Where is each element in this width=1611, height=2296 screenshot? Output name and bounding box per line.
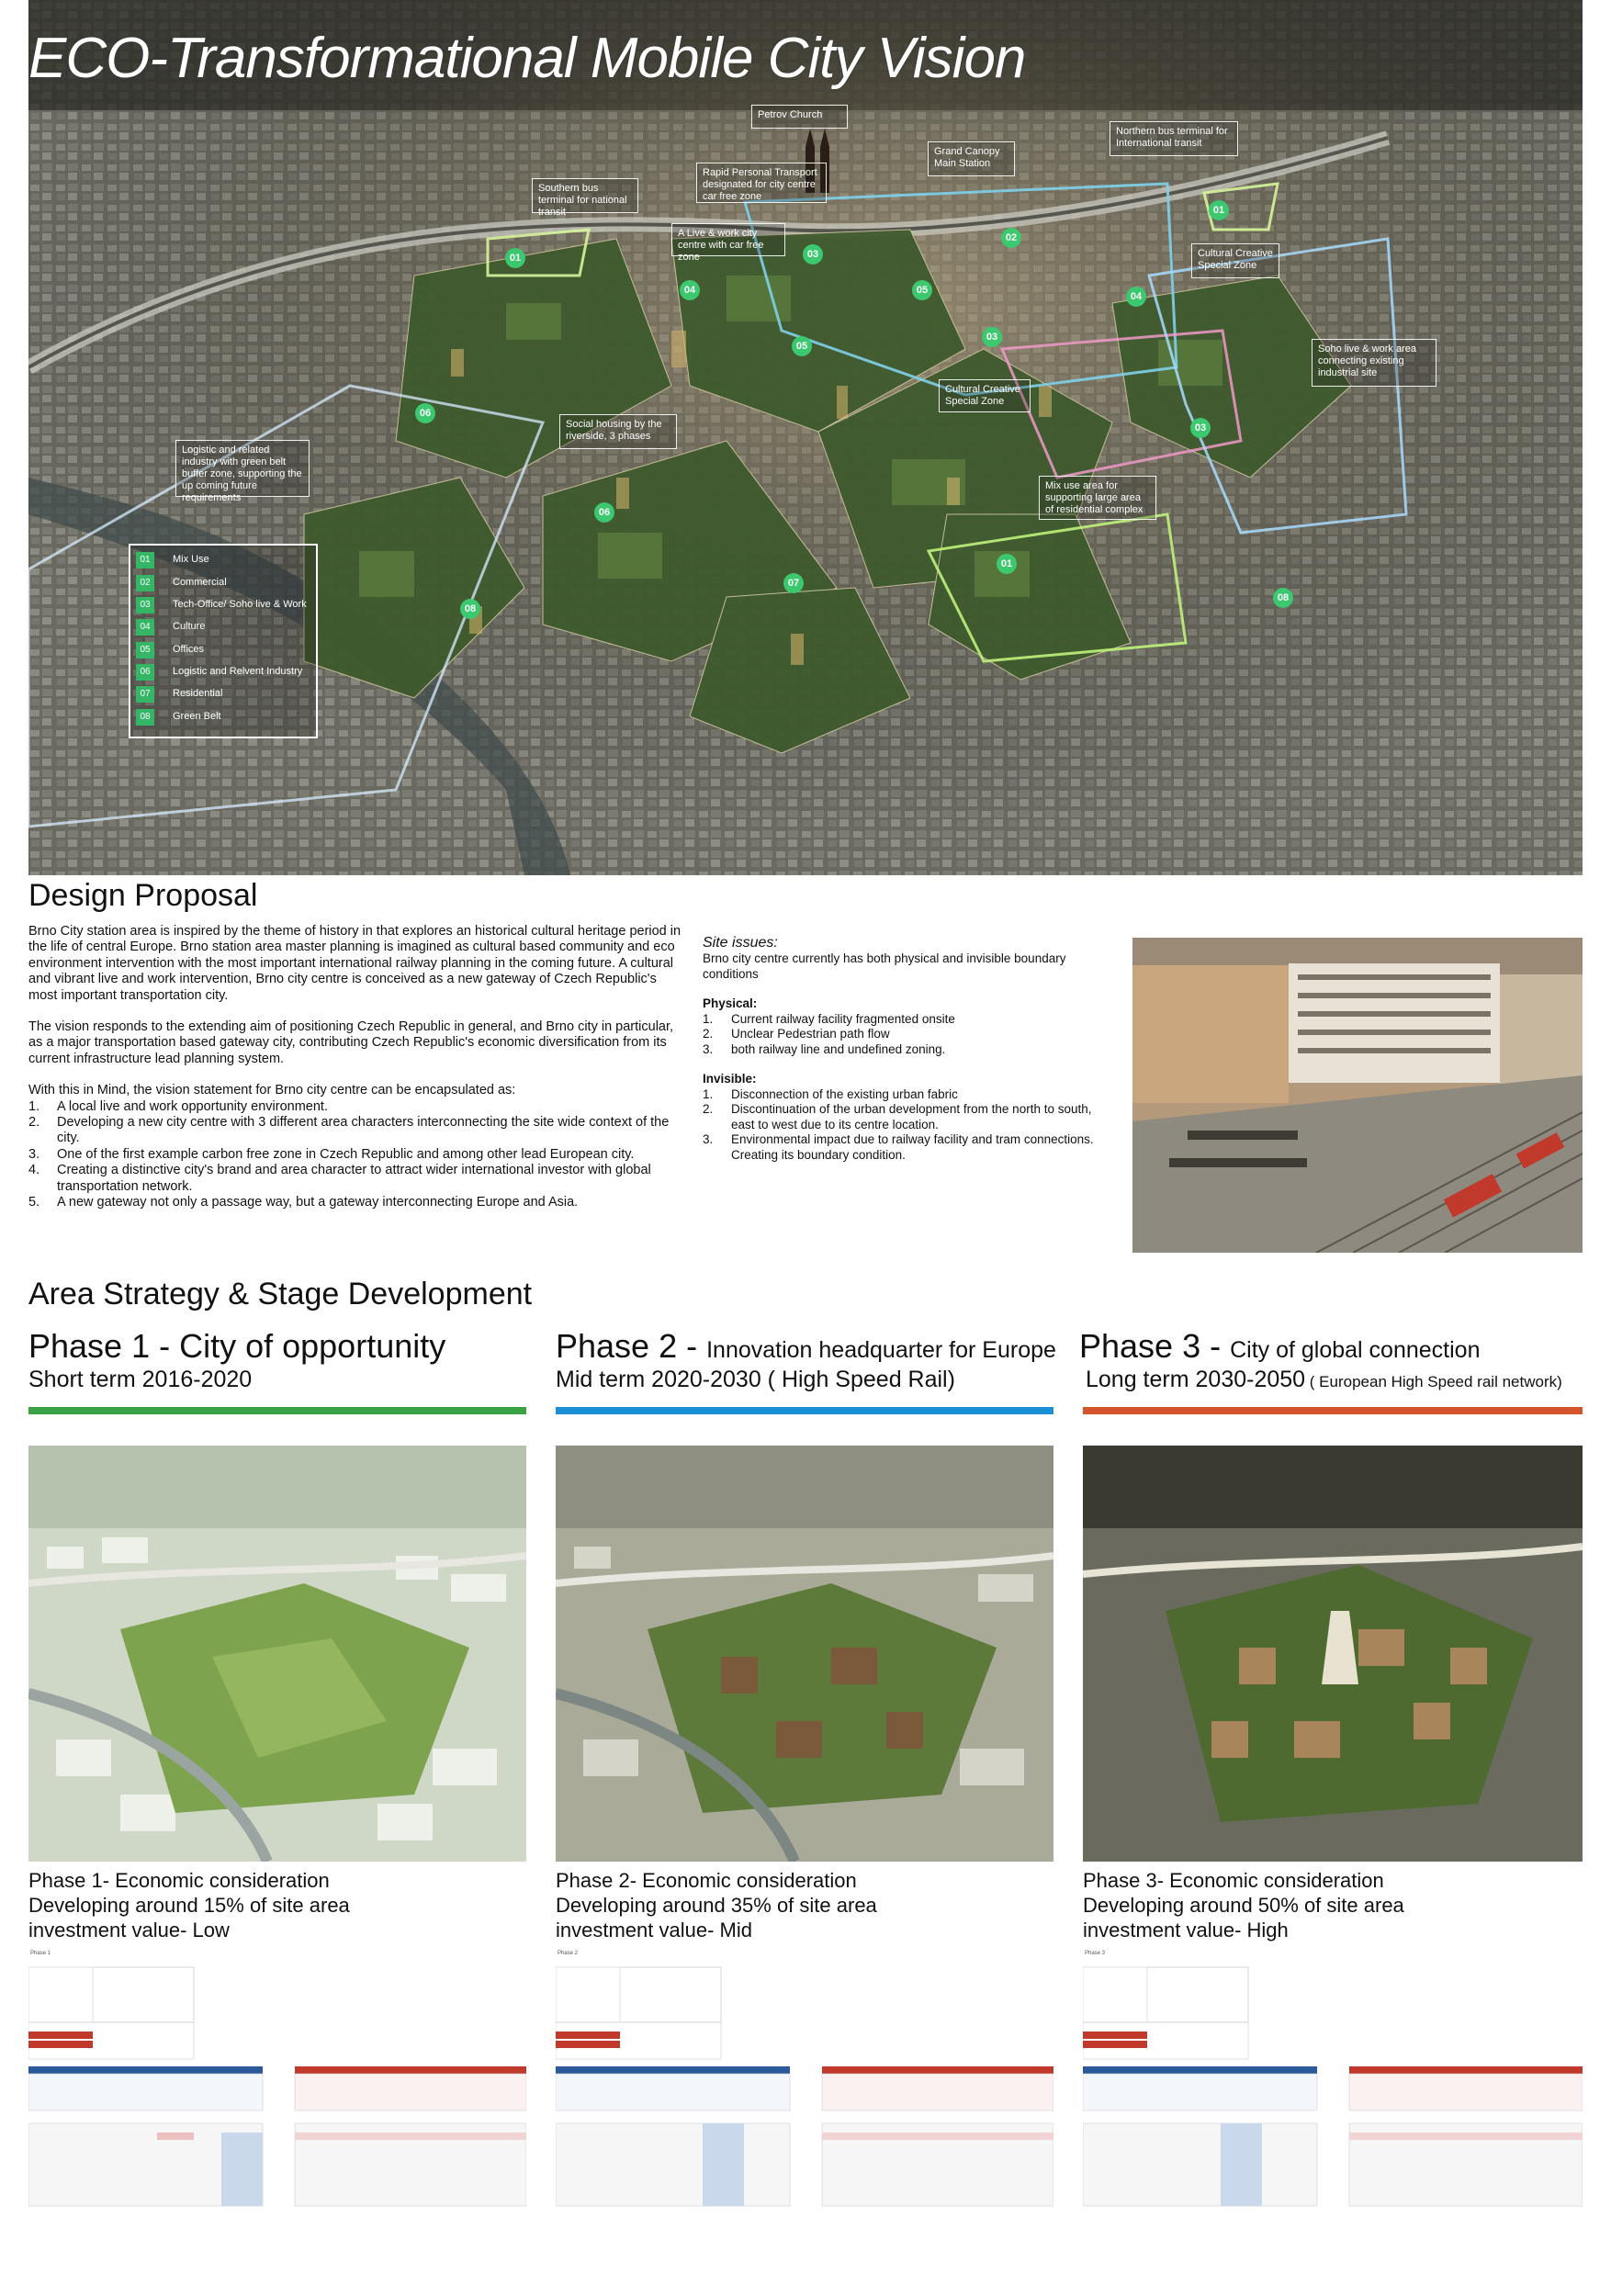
legend-number: 08 — [136, 709, 154, 726]
site-issues-title: Site issues: — [703, 935, 778, 951]
phase-3-spreadsheet — [1083, 1949, 1583, 2224]
area-strategy-heading: Area Strategy & Stage Development — [28, 1277, 533, 1311]
list-item: 1. Current railway facility fragmented onsite — [703, 1011, 955, 1026]
legend-number: 06 — [136, 664, 154, 681]
zone-badge: 06 — [415, 403, 435, 423]
callout-southern-bus: Southern bus terminal for national transit — [532, 178, 638, 213]
physical-list — [703, 1012, 1116, 1058]
aerial-city-render — [28, 0, 1583, 875]
sheet-label: Phase 1 — [30, 1951, 51, 1956]
phase-3-economics — [1083, 1868, 1404, 1942]
design-para-1: Brno City station area is inspired by the theme of history in that explores an historical cultural heritage period in the life of central Europe. Brno station area master planning is imagined as cultural based community and eco — [28, 924, 682, 955]
phase-2-color-bar — [556, 1407, 1053, 1414]
callout-northern-bus: Northern bus terminal for International transit — [1110, 121, 1238, 156]
legend-number: 01 — [136, 552, 154, 568]
econ-area: Developing around 35% of site area — [556, 1894, 877, 1917]
list-item: 3. Environmental impact due to railway facility and tram connections. Creating its boundary condition. — [703, 1132, 1094, 1162]
list-item: 3. both railway line and undefined zoning. — [703, 1041, 946, 1056]
spreadsheet-grid — [1083, 1949, 1583, 2224]
phase-3-term: Long term 2030-2050 ( European High Speed rail network) — [1086, 1367, 1562, 1392]
legend-item — [130, 552, 314, 572]
list-item: 1. Disconnection of the existing urban fabric — [703, 1086, 958, 1101]
list-item: 5. A new gateway not only a passage way, but a gateway interconnecting Europe and Asia. — [28, 1195, 579, 1210]
phase-3-color-bar — [1083, 1407, 1583, 1414]
zone-badge: 03 — [1190, 418, 1211, 438]
sheet-label: Phase 2 — [558, 1951, 579, 1956]
list-item: 2. Developing a new city centre with 3 different area characters interconnecting the site wide context of the city. — [28, 1115, 670, 1146]
callout-cultural-creative-2: Cultural Creative Special Zone — [939, 379, 1031, 412]
callout-logistic: Logistic and related industry with green belt buffer zone, supporting the up coming future requirements — [175, 440, 310, 497]
sheet-label: Phase 3 — [1085, 1951, 1106, 1956]
site-issues — [703, 935, 1116, 1163]
list-item: 3. One of the first example carbon free zone in Czech Republic and among other lead European city. — [28, 1146, 635, 1162]
list-item: 1. A local live and work opportunity environment. — [28, 1098, 328, 1114]
callout-grand-canopy: Grand Canopy Main Station — [928, 141, 1015, 176]
phase-2-economics — [556, 1868, 877, 1942]
zone-badge: 07 — [783, 573, 804, 593]
callout-social-housing: Social housing by the riverside, 3 phases — [559, 414, 677, 449]
vision-list — [28, 1099, 686, 1211]
callout-mix-use: Mix use area for supporting large area of residential complex — [1039, 476, 1156, 520]
phase-1-term: Short term 2016-2020 — [28, 1367, 253, 1392]
legend-item — [130, 597, 314, 617]
spreadsheet-grid — [28, 1949, 526, 2224]
callout-cultural-creative-1: Cultural Creative Special Zone — [1191, 243, 1279, 278]
phase-1-color-bar — [28, 1407, 526, 1414]
legend-label: Tech-Office/ Soho live & Work — [173, 599, 307, 610]
design-para-3: With this in Mind, the vision statement for Brno city centre can be encapsulated as: — [28, 1083, 516, 1098]
design-proposal-heading: Design Proposal — [28, 878, 258, 913]
legend-label: Residential — [173, 688, 223, 699]
design-para-1b: environment intervention with the most important international railway planning in the coming future. A cultural and vibrant live and work intervention, Brno city centre is conceived as a new gateway of Czech Republic's most important transportation city. — [28, 955, 674, 1003]
econ-investment: investment value- Mid — [556, 1919, 752, 1941]
legend-label: Commercial — [173, 577, 227, 588]
zone-badge: 03 — [803, 244, 823, 264]
econ-investment: investment value- High — [1083, 1919, 1289, 1941]
zone-badge: 05 — [912, 280, 932, 300]
legend-number: 03 — [136, 597, 154, 613]
econ-area: Developing around 15% of site area — [28, 1894, 350, 1917]
econ-heading: Phase 2- Economic consideration — [556, 1869, 857, 1892]
phase-2-term: Mid term 2020-2030 ( High Speed Rail) — [556, 1367, 955, 1392]
phase-3-render — [1083, 1446, 1583, 1862]
list-item: 2. Discontinuation of the urban development from the north to south, east to west due to its centre location. — [703, 1102, 1092, 1131]
phase-1-economics — [28, 1868, 350, 1942]
hero-aerial-render — [28, 0, 1583, 875]
spreadsheet-grid — [556, 1949, 1053, 2224]
zone-badge: 08 — [1273, 588, 1293, 608]
phase-3-title: Phase 3 - City of global connection — [1079, 1327, 1481, 1365]
phase-2-title: Phase 2 - Innovation headquarter for Europe — [556, 1327, 1056, 1365]
zone-badge: 03 — [982, 327, 1002, 347]
list-item: 4. Creating a distinctive city's brand and area character to attract wider international investor with global transportation network. — [28, 1163, 651, 1194]
list-item: 2. Unclear Pedestrian path flow — [703, 1027, 890, 1041]
zone-badge: 04 — [1126, 287, 1146, 307]
legend-label: Mix Use — [173, 554, 209, 565]
design-para-2: The vision responds to the extending aim of positioning Czech Republic in general, and Brno city in particular, as a major transportation based gateway city, contributing Czech Republic's economic diversification from its current infrastructure lead planning system. — [28, 1019, 674, 1066]
econ-investment: investment value- Low — [28, 1919, 230, 1941]
zone-badge: 01 — [1209, 200, 1229, 220]
physical-title: Physical: — [703, 996, 758, 1010]
legend-number: 02 — [136, 575, 154, 591]
zone-badge: 04 — [680, 280, 700, 300]
legend-label: Offices — [173, 644, 205, 655]
callout-soho: Soho live & work area connecting existing industrial site — [1312, 339, 1436, 387]
legend-number: 05 — [136, 642, 154, 658]
legend-item — [130, 642, 314, 662]
phase-2-render — [556, 1446, 1053, 1862]
legend-label: Culture — [173, 621, 206, 632]
legend-number: 07 — [136, 686, 154, 703]
phase-1-spreadsheet — [28, 1949, 526, 2224]
econ-heading: Phase 3- Economic consideration — [1083, 1869, 1384, 1892]
zone-badge: 01 — [505, 248, 525, 268]
station-photo — [1132, 938, 1583, 1253]
zone-badge: 01 — [997, 554, 1017, 574]
phase-2-spreadsheet — [556, 1949, 1053, 2224]
site-issues-text: Brno city centre currently has both physical and invisible boundary conditions — [703, 951, 1066, 981]
econ-area: Developing around 50% of site area — [1083, 1894, 1404, 1917]
callout-rapid-transport: Rapid Personal Transport designated for city centre car free zone — [696, 163, 827, 203]
legend-number: 04 — [136, 619, 154, 636]
legend-item — [130, 709, 314, 729]
invisible-list — [703, 1087, 1116, 1164]
zone-badge: 05 — [792, 336, 812, 356]
legend-label: Green Belt — [173, 711, 221, 722]
legend-item — [130, 686, 314, 706]
design-proposal-text — [28, 924, 686, 1211]
legend-item — [130, 619, 314, 639]
zone-badge: 08 — [460, 599, 480, 619]
zone-badge: 02 — [1001, 228, 1021, 248]
callout-live-work: A Live & work city centre with car free zone — [671, 223, 785, 256]
legend-label: Logistic and Relvent Industry — [173, 666, 303, 677]
econ-heading: Phase 1- Economic consideration — [28, 1869, 330, 1892]
legend-item — [130, 664, 314, 684]
zone-badge: 06 — [594, 502, 614, 523]
invisible-title: Invisible: — [703, 1072, 757, 1086]
phase-1-render — [28, 1446, 526, 1862]
zoning-legend — [129, 544, 318, 738]
phase-1-title: Phase 1 - City of opportunity — [28, 1327, 446, 1365]
legend-item — [130, 575, 314, 595]
callout-petrov-church: Petrov Church — [751, 105, 848, 129]
hero-title: ECO-Transformational Mobile City Vision — [28, 27, 1026, 90]
